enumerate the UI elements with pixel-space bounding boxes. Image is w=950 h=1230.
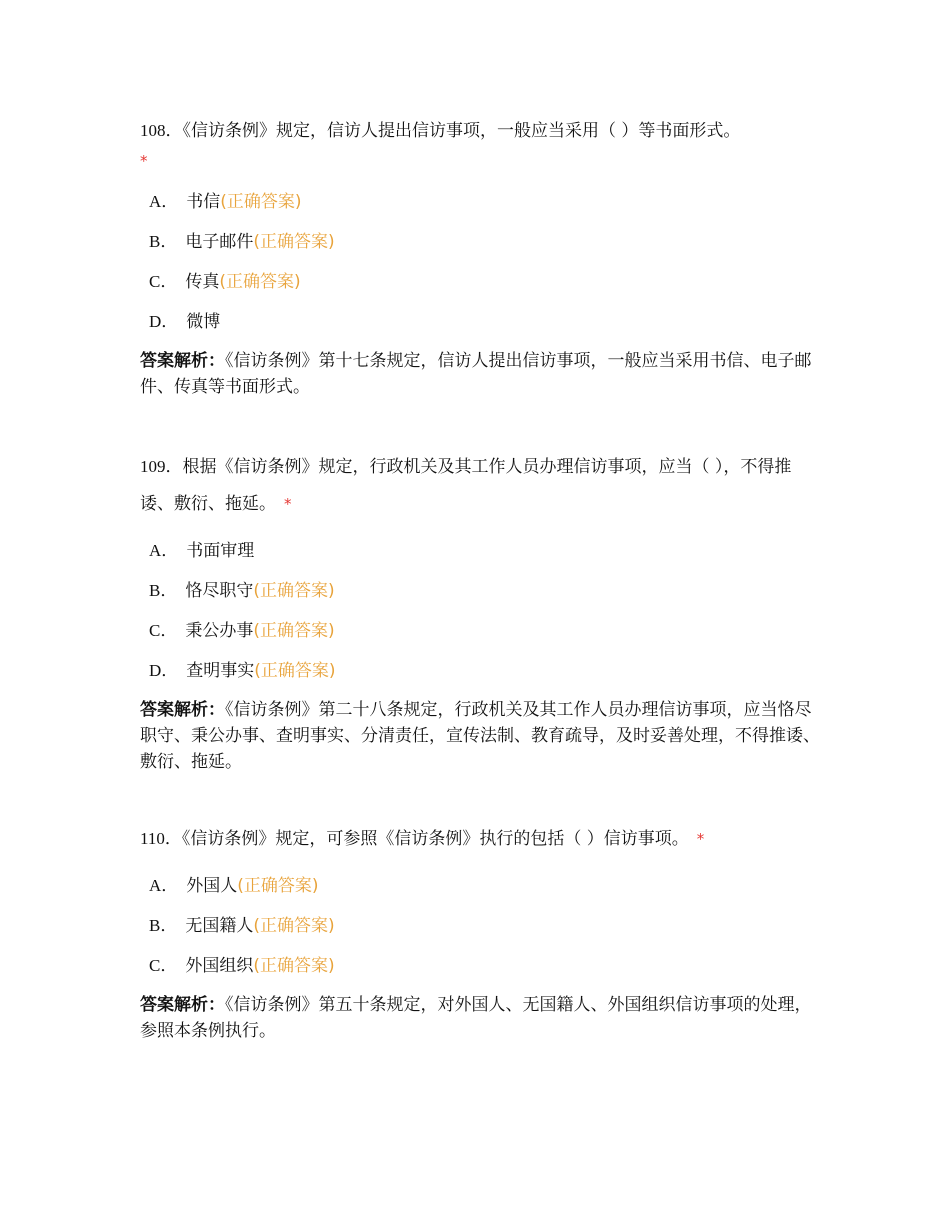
question-text: 《信访条例》规定，可参照《信访条例》执行的包括（ ）信访事项。 — [181, 829, 689, 849]
option-letter: A． — [149, 876, 179, 895]
option-text: 外国组织 — [185, 956, 254, 976]
analysis-text: 《信访条例》第十七条规定，信访人提出信访事项，一般应当采用书信、电子邮件、传真等书面形式。 — [140, 351, 812, 397]
option-letter: C． — [149, 272, 178, 291]
option-text: 查明事实 — [186, 661, 255, 681]
question-stem — [140, 448, 820, 523]
answer-analysis — [140, 992, 820, 1044]
option-letter: C． — [149, 956, 178, 975]
option-a[interactable] — [140, 866, 820, 906]
answer-analysis — [140, 697, 820, 775]
analysis-label: 答案解析： — [140, 995, 225, 1015]
option-b[interactable] — [140, 571, 820, 611]
option-text: 秉公办事 — [185, 621, 254, 641]
question-stem — [140, 112, 820, 172]
option-list — [140, 182, 820, 342]
option-list — [140, 531, 820, 691]
option-a[interactable] — [140, 182, 820, 222]
option-text: 无国籍人 — [185, 916, 254, 936]
option-c[interactable] — [140, 946, 820, 986]
option-letter: B． — [149, 581, 178, 600]
option-b[interactable] — [140, 222, 820, 262]
analysis-label: 答案解析： — [140, 351, 225, 371]
question-108 — [140, 112, 820, 400]
option-a[interactable] — [140, 531, 820, 571]
correct-answer-tag: (正确答案) — [253, 621, 335, 641]
question-number: 109． — [140, 457, 183, 476]
option-text: 书信 — [186, 192, 221, 212]
option-text: 传真 — [185, 272, 220, 292]
answer-analysis — [140, 348, 820, 400]
question-text: 《信访条例》规定，信访人提出信访事项，一般应当采用（ ）等书面形式。 — [182, 121, 741, 141]
option-d[interactable] — [140, 302, 820, 342]
required-mark: * — [284, 495, 292, 513]
option-b[interactable] — [140, 906, 820, 946]
option-letter: D． — [149, 661, 179, 680]
option-c[interactable] — [140, 611, 820, 651]
correct-answer-tag: (正确答案) — [253, 956, 335, 976]
correct-answer-tag: (正确答案) — [219, 272, 301, 292]
option-letter: B． — [149, 232, 178, 251]
question-text: 根据《信访条例》规定，行政机关及其工作人员办理信访事项，应当（ ），不得推诿、敷衍、拖延。 — [140, 457, 792, 514]
option-letter: A． — [149, 192, 179, 211]
analysis-text: 《信访条例》第二十八条规定，行政机关及其工作人员办理信访事项，应当恪尽职守、秉公办事、查明事实、分清责任，宣传法制、教育疏导，及时妥善处理，不得推诿、敷衍、拖延。 — [140, 700, 820, 772]
required-mark: * — [696, 830, 705, 848]
correct-answer-tag: (正确答案) — [237, 876, 319, 896]
correct-answer-tag: (正确答案) — [254, 661, 336, 681]
option-list — [140, 866, 820, 986]
option-letter: B． — [149, 916, 178, 935]
option-text: 恪尽职守 — [185, 581, 254, 601]
correct-answer-tag: (正确答案) — [220, 192, 302, 212]
option-text: 电子邮件 — [185, 232, 254, 252]
question-110 — [140, 820, 820, 1044]
correct-answer-tag: (正确答案) — [253, 581, 335, 601]
option-letter: D． — [149, 312, 179, 331]
option-text: 书面审理 — [186, 541, 255, 561]
option-text: 微博 — [186, 312, 221, 332]
question-109 — [140, 448, 820, 775]
correct-answer-tag: (正确答案) — [253, 232, 335, 252]
question-stem — [140, 820, 820, 858]
required-mark: * — [140, 152, 148, 170]
analysis-label: 答案解析： — [140, 700, 225, 720]
option-letter: C． — [149, 621, 178, 640]
option-d[interactable] — [140, 651, 820, 691]
analysis-text: 《信访条例》第五十条规定，对外国人、无国籍人、外国组织信访事项的处理，参照本条例执行。 — [140, 995, 812, 1041]
question-number: 108． — [140, 121, 183, 140]
option-letter: A． — [149, 541, 179, 560]
option-c[interactable] — [140, 262, 820, 302]
option-text: 外国人 — [186, 876, 238, 896]
correct-answer-tag: (正确答案) — [253, 916, 335, 936]
question-number: 110． — [140, 829, 182, 848]
